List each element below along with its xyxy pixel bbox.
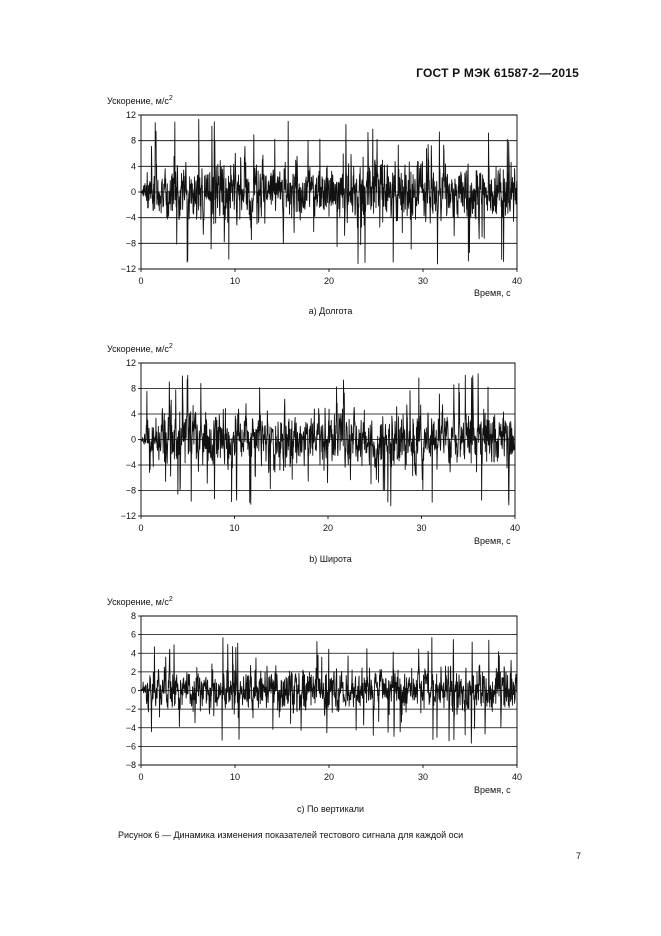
- x-tick-label: 10: [229, 276, 241, 286]
- y-tick-label: −4: [125, 722, 136, 733]
- chart-caption: а) Долгота: [308, 306, 353, 316]
- y-tick-label: 12: [125, 110, 136, 120]
- x-tick-label: 40: [511, 276, 523, 286]
- y-tick-label: 8: [130, 611, 136, 621]
- y-tick-label: 8: [130, 135, 136, 146]
- x-tick-label: 20: [322, 523, 334, 533]
- x-tick-label: 0: [138, 276, 144, 286]
- x-axis-label: Время, с: [474, 785, 511, 795]
- x-tick-label: 40: [511, 772, 523, 782]
- y-tick-label: −4: [125, 460, 136, 470]
- x-tick-label: 10: [229, 523, 240, 533]
- y-tick-label: 12: [125, 358, 136, 368]
- y-tick-label: −8: [125, 760, 136, 770]
- y-tick-label: −4: [125, 212, 136, 223]
- y-axis-label: Ускорение, $м/с^2$: [107, 343, 173, 354]
- y-tick-label: 2: [130, 666, 136, 677]
- y-axis-label: Ускорение, $м/с^2$: [107, 95, 173, 106]
- y-tick-label: −8: [125, 238, 136, 249]
- y-tick-label: 0: [130, 434, 136, 445]
- x-axis-label: Время, с: [474, 536, 511, 546]
- x-tick-label: 20: [323, 276, 335, 286]
- page-number: 7: [576, 851, 582, 861]
- chart-caption: c) По вертикали: [296, 804, 365, 814]
- x-tick-label: 30: [417, 772, 429, 782]
- x-tick-label: 0: [138, 772, 144, 782]
- x-axis-label: Время, с: [474, 288, 511, 298]
- y-tick-label: −6: [125, 741, 136, 752]
- y-tick-label: 0: [130, 187, 136, 197]
- x-tick-label: 30: [416, 523, 427, 533]
- y-tick-label: 4: [130, 409, 136, 419]
- x-tick-label: 40: [509, 523, 521, 533]
- x-tick-label: 20: [323, 772, 335, 782]
- standard-header: ГОСТ Р МЭК 61587-2—2015: [416, 66, 579, 80]
- figure-caption: Рисунок 6 — Динамика изменения показателей тестового сигнала для каждой оси: [118, 830, 464, 840]
- chart-caption: b) Широта: [309, 554, 352, 564]
- y-tick-label: −2: [125, 704, 136, 715]
- x-tick-label: 0: [138, 523, 144, 533]
- y-tick-label: 0: [130, 685, 136, 696]
- y-tick-label: −8: [125, 485, 136, 496]
- y-tick-label: 4: [130, 648, 136, 659]
- x-tick-label: 10: [229, 772, 241, 782]
- y-tick-label: −12: [120, 264, 136, 274]
- x-tick-label: 30: [417, 276, 429, 286]
- y-tick-label: 4: [130, 161, 136, 172]
- y-axis-label: Ускорение, $м/с^2$: [107, 596, 173, 607]
- y-tick-label: −12: [120, 511, 136, 521]
- y-tick-label: 6: [130, 629, 136, 640]
- y-tick-label: 8: [130, 383, 136, 394]
